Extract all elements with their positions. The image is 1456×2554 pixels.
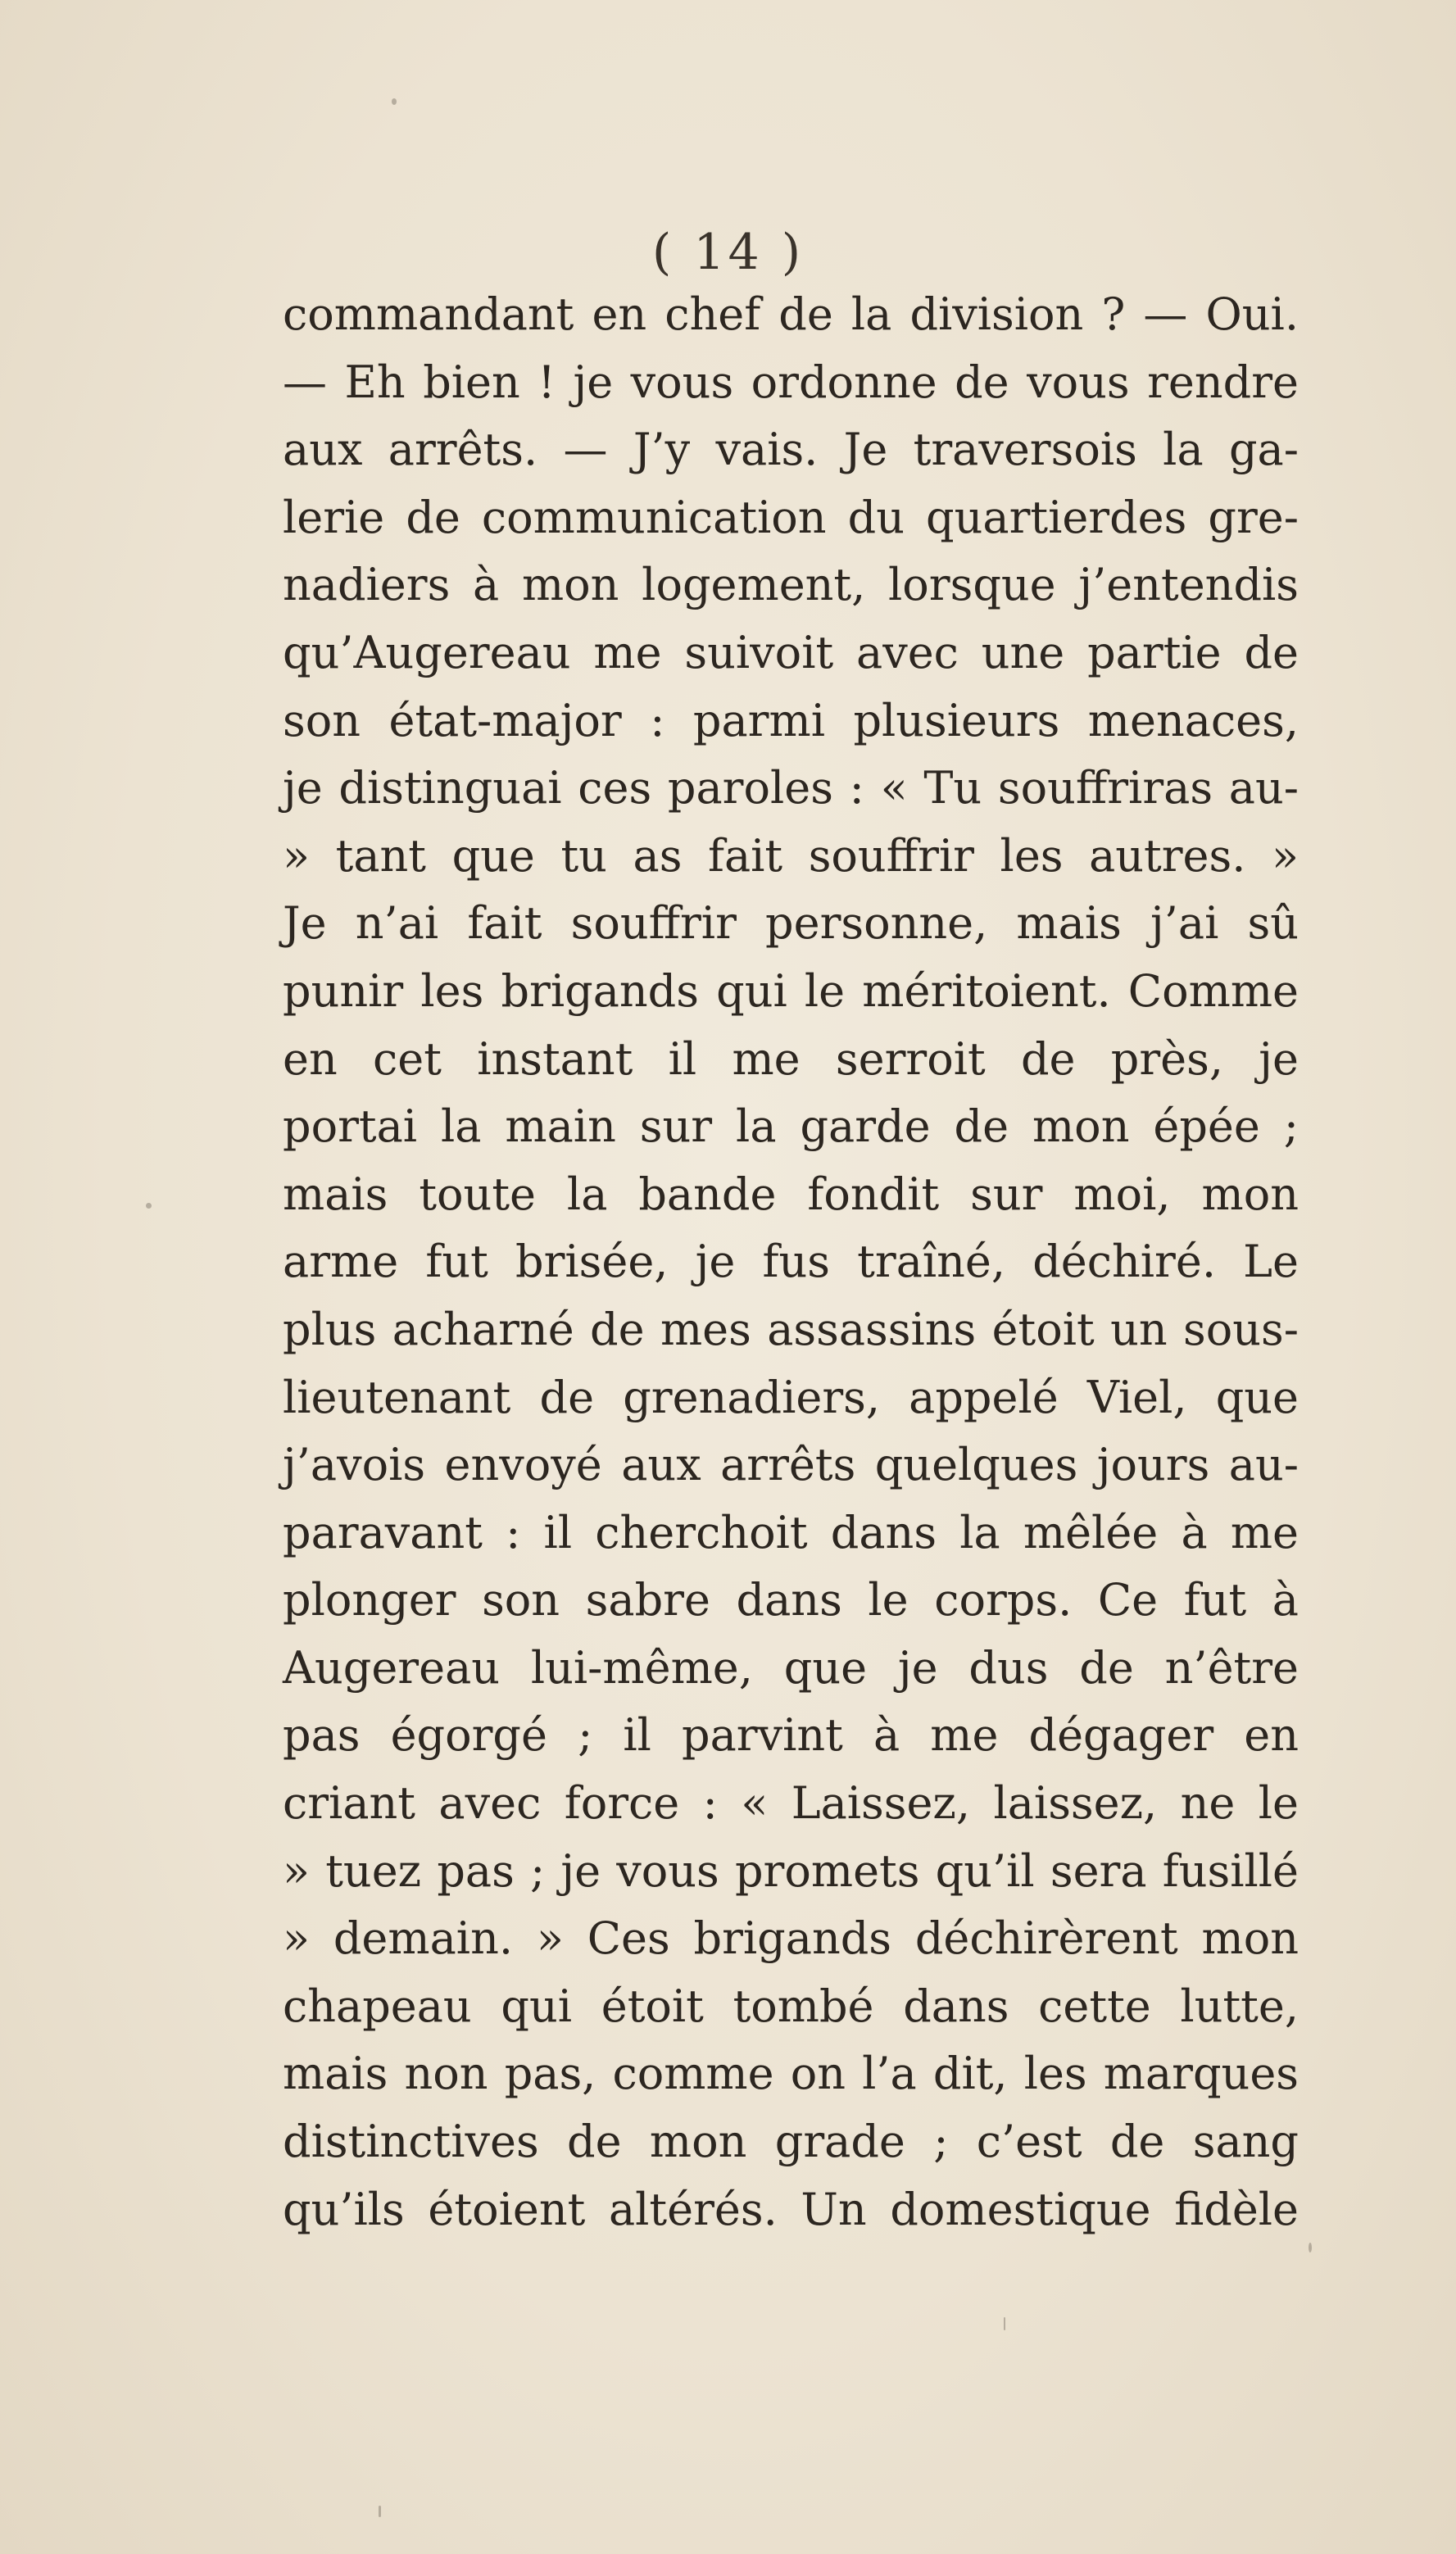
text-line: criant avec force : « Laissez, laissez, ne le [283, 1777, 1299, 1830]
text-line: paravant : il cherchoit dans la mêlée à me [283, 1506, 1299, 1558]
text-line: nadiers à mon logement, lorsque j’entendis [283, 559, 1299, 611]
text-line: arme fut brisée, je fus traîné, déchiré. Le [283, 1236, 1299, 1288]
text-line: » demain. » Ces brigands déchirèrent mon [283, 1912, 1299, 1965]
text-line: son état-major : parmi plusieurs menaces, [283, 694, 1299, 746]
text-line: plus acharné de mes assassins étoit un sous- [283, 1303, 1299, 1355]
text-line: chapeau qui étoit tombé dans cette lutte, [283, 1980, 1299, 2032]
text-line: qu’ils étoient altérés. Un domestique fidèle [283, 2183, 1299, 2235]
paper-speck [1309, 2243, 1312, 2252]
text-line: je distinguai ces paroles : « Tu souffriras au- [283, 762, 1299, 814]
text-line: » tant que tu as fait souffrir les autres. » [283, 829, 1299, 882]
body-text [283, 281, 1299, 2243]
text-line: j’avois envoyé aux arrêts quelques jours au- [283, 1439, 1299, 1491]
text-line: mais non pas, comme on l’a dit, les marques [283, 2048, 1299, 2100]
text-line: distinctives de mon grade ; c’est de sang [283, 2116, 1299, 2168]
text-line: commandant en chef de la division ? — Oui. [283, 288, 1299, 340]
paper-speck [392, 98, 397, 105]
text-line: mais toute la bande fondit sur moi, mon [283, 1168, 1299, 1220]
text-line: aux arrêts. — J’y vais. Je traversois la ga- [283, 424, 1299, 476]
text-line: qu’Augereau me suivoit avec une partie de [283, 626, 1299, 678]
text-line: — Eh bien ! je vous ordonne de vous rendre [283, 356, 1299, 408]
text-line: lieutenant de grenadiers, appelé Viel, que [283, 1371, 1299, 1423]
text-line: Augereau lui-même, que je dus de n’être [283, 1641, 1299, 1694]
text-line: pas égorgé ; il parvint à me dégager en [283, 1709, 1299, 1762]
text-line: en cet instant il me serroit de près, je [283, 1032, 1299, 1085]
paper-speck [1004, 2317, 1005, 2330]
text-line: punir les brigands qui le méritoient. Comme [283, 964, 1299, 1017]
text-line: plonger son sabre dans le corps. Ce fut à [283, 1574, 1299, 1626]
page-number: ( 14 ) [651, 224, 805, 281]
text-line: Je n’ai fait souffrir personne, mais j’ai sû [283, 897, 1299, 950]
paper-speck [146, 1203, 152, 1209]
paper-speck [379, 2506, 381, 2517]
text-line: » tuez pas ; je vous promets qu’il sera fusillé [283, 1844, 1299, 1897]
text-line: lerie de communication du quartierdes gre- [283, 491, 1299, 543]
text-line: portai la main sur la garde de mon épée ; [283, 1100, 1299, 1153]
